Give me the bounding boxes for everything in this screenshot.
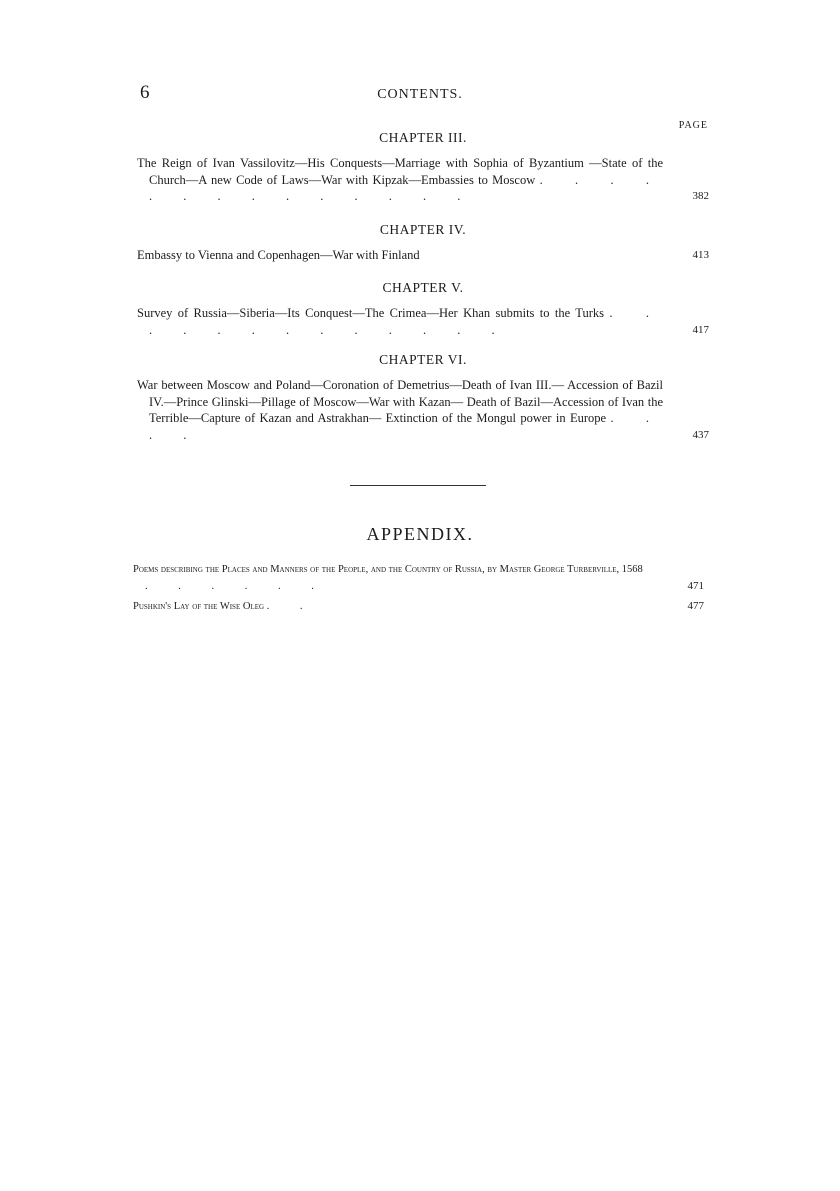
toc-entry-text: The Reign of Ivan Vassilovitz—His Conquests—Marriage with Sophia of Byzantium —State of the Church—A new Code of Laws—War with Kipzak—Embassies to Moscow [137,156,663,187]
page-column-label: PAGE [678,120,708,131]
appendix-page-number: 477 [687,600,704,612]
dot-leader: . . . . . . . . . . . . . [149,306,664,337]
chapter-heading: CHAPTER III. [379,130,467,145]
appendix-page-number: 471 [687,580,704,592]
dot-leader: . . . . . . [145,581,328,592]
appendix-list [133,561,704,618]
toc-page-number: 437 [692,428,709,441]
toc-page-number: 413 [692,249,709,261]
toc-page-number: 417 [692,323,709,336]
appendix-entry-text: Poems describing the Places and Manners of the People, and the Country of Russia, by Master George Turberville, 1568 [133,564,643,575]
chapter-vi-section [137,352,709,443]
chapter-heading: CHAPTER V. [382,280,464,295]
dot-leader: . . . . . . . . . . . . . . [149,172,664,203]
dot-leader: . . [266,601,317,612]
toc-entry[interactable] [137,247,709,264]
chapter-iii-section [137,130,709,205]
appendix-entry-text: Pushkin's Lay of the Wise Oleg [133,601,265,612]
appendix-heading: APPENDIX. [366,524,474,544]
toc-entry[interactable] [137,305,709,338]
toc-entry-text: War between Moscow and Poland—Coronation of Demetrius—Death of Ivan III.— Accession of Bazil IV.—Prince Glinski—Pillage of Moscow—War with Kazan— Death of Bazil—Accession of Ivan the Terrible—Capture of Kazan and Astrakhan— Extinction of the Mongul power in Europe [137,378,663,425]
dot-leader: . . . . [149,411,664,442]
toc-entry[interactable] [137,155,709,205]
chapter-iv-section [137,222,709,264]
chapter-v-section [137,280,709,338]
appendix-entry[interactable] [133,561,704,595]
page-number: 6 [140,82,150,103]
running-head: CONTENTS. [377,87,463,102]
toc-entry-text: Survey of Russia—Siberia—Its Conquest—The Crimea—Her Khan submits to the Turks [137,306,605,320]
toc-entry-text: Embassy to Vienna and Copenhagen—War with Finland [137,248,420,262]
appendix-entry[interactable] [133,598,704,615]
chapter-heading: CHAPTER VI. [379,352,467,367]
chapter-heading: CHAPTER IV. [379,222,467,237]
section-divider [350,485,486,486]
toc-entry[interactable] [137,377,709,443]
toc-page-number: 382 [692,190,709,202]
